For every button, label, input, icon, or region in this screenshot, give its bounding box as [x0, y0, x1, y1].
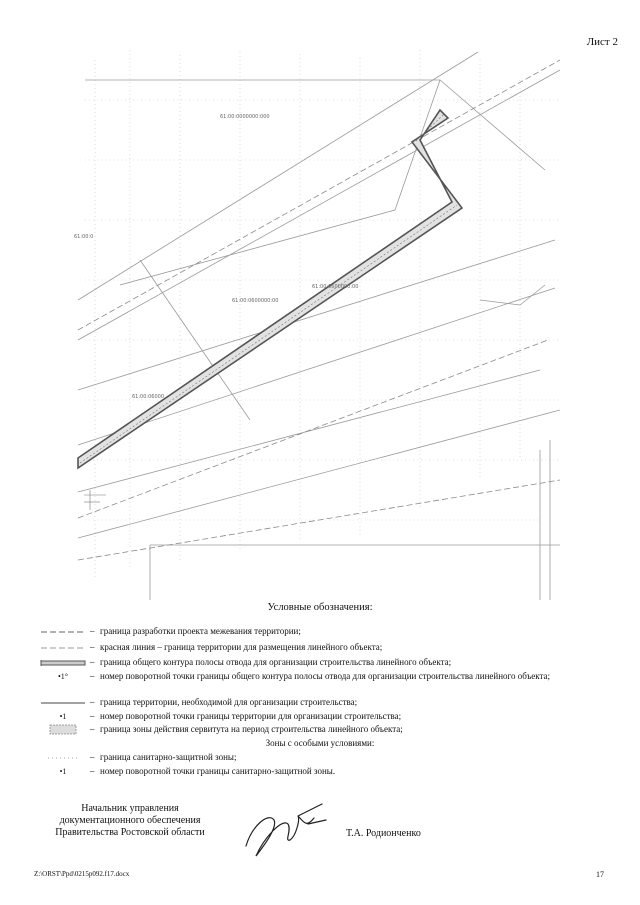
map-label-lot-top: 61:00:0000000:000 — [220, 114, 270, 120]
signer-title-line: Начальник управления — [81, 803, 179, 814]
legend-dash: – — [90, 642, 95, 652]
signer-title-line: документационного обеспечения — [59, 815, 201, 826]
signer-name: Т.А. Родионченко — [346, 828, 421, 839]
handwritten-signature — [238, 798, 328, 860]
map-label-left-tag: 61:00:0 — [74, 234, 94, 240]
survey-map — [0, 40, 640, 600]
legend-dash: – — [90, 724, 95, 734]
point-number-symbol: •1 — [59, 767, 67, 776]
legend-item-text: граница территории, необходимой для организации строительства; — [100, 697, 358, 707]
map-label-corridor-2: 61:00:06000 — [132, 394, 164, 400]
legend-item-text: номер поворотной точки границы санитарно-защитной зоны. — [100, 766, 336, 776]
map-label-corridor-1: 61:00:0600000:00 — [312, 284, 359, 290]
signer-title — [40, 803, 220, 839]
legend-dash: – — [90, 657, 95, 667]
thick-hatched-line-symbol — [40, 657, 86, 668]
page-number: 17 — [596, 870, 604, 879]
legend-dash: – — [90, 766, 95, 776]
sheet-label: Лист 2 — [586, 36, 618, 48]
legend-item-text: граница разработки проекта межевания территории; — [100, 626, 301, 636]
map-label-lot-mid: 61:00:0600000:00 — [232, 298, 279, 304]
dotted-line-symbol — [40, 752, 86, 763]
legend-item-text: граница общего контура полосы отвода для организации строительства линейного объекта; — [100, 657, 452, 667]
legend-item-text: красная линия – граница территории для размещения линейного объекта; — [100, 642, 383, 652]
dashed-line-light-symbol — [40, 642, 86, 653]
legend-dash: – — [90, 697, 95, 707]
point-number-symbol: •1 — [59, 712, 67, 721]
zones-heading: Зоны с особыми условиями: — [265, 738, 375, 748]
legend-dash: – — [90, 752, 95, 762]
hatched-area-symbol — [40, 724, 86, 735]
legend-dash: – — [90, 671, 95, 681]
point-number-symbol: •1° — [58, 672, 68, 681]
signer-title-line: Правительства Ростовской области — [55, 827, 205, 838]
legend-dash: – — [90, 626, 95, 636]
map-background-noise — [85, 50, 560, 580]
dashed-line-symbol — [40, 626, 86, 637]
legend-dash: – — [90, 711, 95, 721]
map-construction-corridor — [78, 110, 462, 468]
legend-item-text: граница санитарно-защитной зоны; — [100, 752, 237, 762]
solid-line-symbol — [40, 697, 86, 708]
file-path: Z:\ORST\Ppd\0215p092.f17.docx — [34, 870, 130, 878]
legend-item-text: граница зоны действия сервитута на период строительства линейного объекта; — [100, 724, 403, 734]
legend-title: Условные обозначения: — [267, 602, 373, 613]
map-lot-lines — [78, 52, 560, 600]
legend-item-text: номер поворотной точки границы территории для организации строительства; — [100, 711, 402, 721]
legend-item-text: номер поворотной точки границы общего контура полосы отвода для организации строительства линейного объекта; — [100, 671, 551, 681]
